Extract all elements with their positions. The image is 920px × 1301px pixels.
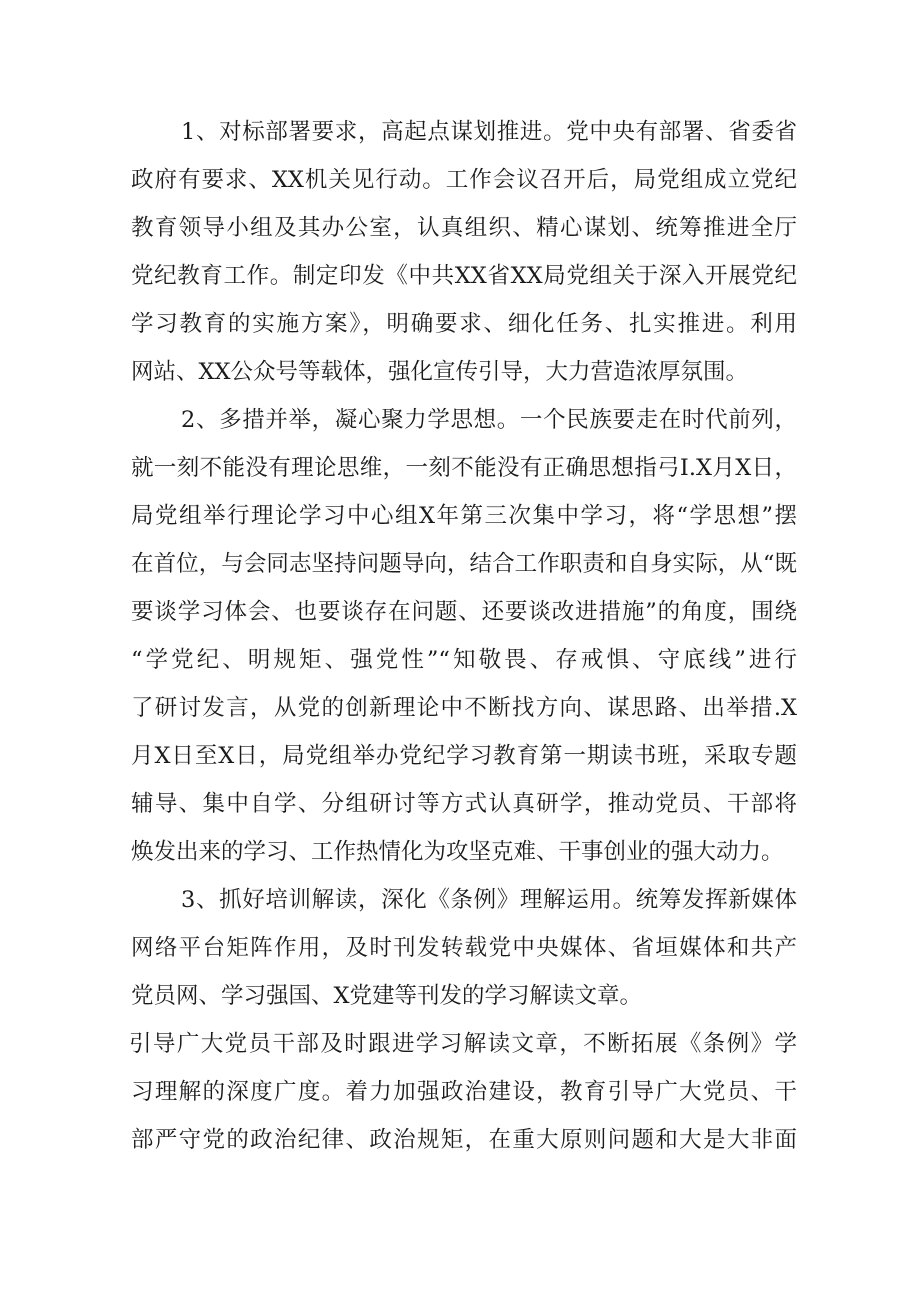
text-line: 部严守党的政治纪律、政治规矩，在重大原则问题和大是大非面 [131,1127,797,1153]
text-line: 习理解的深度广度。着力加强政治建设，教育引导广大党员、干 [131,1079,797,1105]
text-line: 月X日至X日，局党组举办党纪学习教育第一期读书班，采取专题 [131,743,797,769]
text-line: 1、对标部署要求，高起点谋划推进。党中央有部署、省委省 [181,119,797,145]
text-line: 政府有要求、XX机关见行动。工作会议召开后，局党组成立党纪 [131,167,797,193]
text-line: 学习教育的实施方案》，明确要求、细化任务、扎实推进。利用 [131,311,797,337]
paragraph-4 [131,1020,797,1164]
text-line: 3、抓好培训解读，深化《条例》理解运用。统筹发挥新媒体 [181,887,797,913]
text-line: 焕发出来的学习、工作热情化为攻坚克难、干事创业的强大动力。 [131,839,784,865]
text-line: 辅导、集中自学、分组研讨等方式认真研学，推动党员、干部将 [131,791,797,817]
paragraph-2 [131,396,797,876]
text-line: “学党纪、明规矩、强党性”“知敬畏、存戒惧、守底线”进行 [131,647,797,673]
text-line: 局党组举行理论学习中心组X年第三次集中学习，将“学思想”摆 [131,503,797,529]
paragraph-3 [131,876,797,1020]
text-line: 在首位，与会同志坚持问题导向，结合工作职责和自身实际，从“既 [131,551,797,577]
text-line: 网络平台矩阵作用，及时刊发转载党中央媒体、省垣媒体和共产 [131,935,797,961]
text-line: 网站、XX公众号等载体，强化宣传引导，大力营造浓厚氛围。 [131,359,749,385]
text-line: 引导广大党员干部及时跟进学习解读文章，不断拓展《条例》学 [129,1031,797,1057]
text-line: 了研讨发言，从党的创新理论中不断找方向、谋思路、出举措.X [131,695,797,721]
text-line: 党纪教育工作。制定印发《中共XX省XX局党组关于深入开展党纪 [131,263,797,289]
text-line: 2、多措并举，凝心聚力学思想。一个民族要走在时代前列， [181,407,797,433]
text-line: 要谈学习体会、也要谈存在问题、还要谈改进措施”的角度，围绕 [131,599,797,625]
text-line: 教育领导小组及其办公室，认真组织、精心谋划、统筹推进全厅 [131,215,797,241]
text-line: 就一刻不能没有理论思维，一刻不能没有正确思想指弓I.X月X日， [131,455,797,481]
text-line: 党员网、学习强国、X党建等刊发的学习解读文章。 [131,983,643,1009]
document-body [131,108,797,1164]
paragraph-1 [131,108,797,396]
